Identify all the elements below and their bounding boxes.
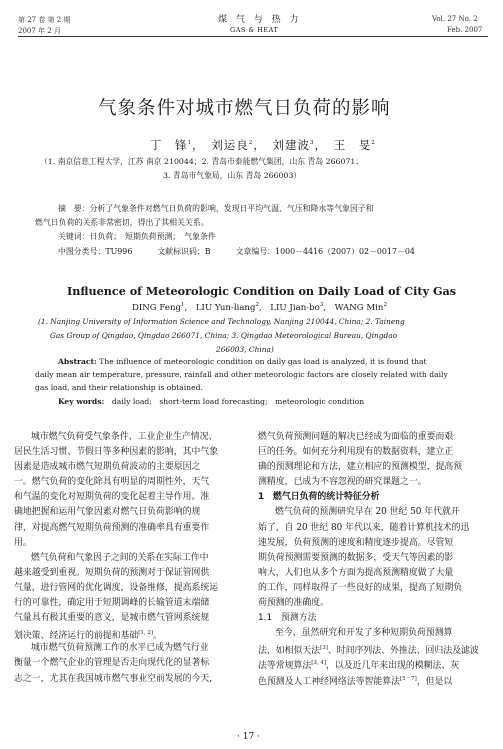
authors-cn: 丁 锋$^1$， 刘运良$^2$， 刘建波$^3$， 王 旻$^2$ [150,138,376,152]
classification-cn: 中图分类号：TU996 文献标识码：B 文章编号：1000－4416（2007）02－0017－04 [58,247,415,256]
body-left-column [14,430,240,687]
body-line: 至今，虽然研究和开发了多种短期负荷预测算 [275,628,453,639]
journal-date: 2007 年 2 月 [18,27,61,35]
title-cn: 气象条件对城市燃气日负荷的影响 [98,98,391,119]
body-line: 巨的任务。如何充分利用现有的数据资料，建立正 [258,447,454,458]
citation: [3] [320,645,328,652]
journal-name-en: GAS & HEAT [230,26,279,34]
body-line: 色预测及人工神经网络法等智能算法[5－7]，但是以 [258,675,453,687]
body-line: 划决策、经济运行的前提和基础[1, 2]。 [14,630,162,642]
body-line: 居民生活习惯、节假日等多种因素的影响，其中气象 [14,447,219,458]
abstract-en-label: Abstract: [58,357,97,366]
body-line: 荷预测的准确度。 [258,598,329,609]
body-line: 期负荷预测需要预测的数据多，受天气等因素的影 [258,552,454,563]
citation: [1, 2] [138,630,154,637]
abstract-en-line3: gas load, and their relationship is obtained. [35,383,203,392]
body-line: 始了，自 20 世纪 80 年代以来，随着计算机技术的迅 [258,522,470,533]
body-line: 确地把握和运用气象因素对燃气日负荷影响的规 [14,507,201,518]
body-line: 法等常规算法[3, 4]，以及近几年来出现的模糊法、灰 [258,660,460,672]
header-rule [18,36,488,37]
body-line: 燃气负荷的预测研究早在 20 世纪 50 年代就开 [275,507,460,518]
affiliation-en-line3: 266003, China) [216,345,274,354]
body-line: 城市燃气负荷受气象条件、工业企业生产情况、 [31,432,218,442]
body-line: 气量具有极其重要的意义，是城市燃气管网系统规 [14,613,210,624]
affiliation-cn-line2: 3. 青岛市气象局，山东 青岛 266003） [163,171,302,180]
body-line: 志之一，尤其在我国城市燃气事业空前发展的今天， [14,673,219,684]
body-line: 和气温的变化对短期负荷的变化起着主导作用。准 [14,492,210,503]
journal-name: 煤 气 与 热 力 [218,15,302,25]
body-line: 速发展，负荷预测的速度和精度逐步提高。尽管短 [258,537,454,548]
body-line: 气量，进行管网的优化调度，设备维修，提高系统运 [14,582,219,593]
body-line: 燃气负荷预测问题的解决已经成为面临的重要而艰 [258,432,454,442]
section-heading-1-1: 1.1 预测方法 [258,613,317,624]
body-line: 因素是造成城市燃气短期负荷波动的主要原因之 [14,462,201,473]
body-line: 行的可靠性，确定用于短期调峰的长输管道末端储 [14,598,210,609]
journal-date-en: Feb. 2007 [447,26,483,34]
citation: [5－7] [400,675,417,682]
page-number: · 17 · [237,732,260,742]
body-line: 测精度，已成为不容忽视的研究课题之一。 [258,477,427,488]
affiliation-en-line1: (1. Nanjing University of Information Science and Technology, Nanjing 210044, China; 2. Taineng [38,317,405,326]
body-line: 响大，人们也从多个方面为提高预测精度做了大量 [258,567,454,578]
body-line: 用。 [14,537,32,548]
body-line: 一。燃气负荷的变化除具有明显的周期性外，天气 [14,477,210,488]
authors-en: DING Feng$^1$, LIU Yun-liang$^2$, LIU Jian-$bo^3$, WANG Min$^2$ [132,302,387,313]
affiliation-en-line2: Gas Group of Qingdao, Qingdao 266071, China; 3. Qingdao Meteorological Bureau, Qingdao [50,331,398,340]
abstract-en-line1: Abstract: The influence of meteorologic condition on daily gas load is analyzed, it is found that [58,357,427,366]
affiliation-cn-line1: （1. 南京信息工程大学，江苏 南京 210044；2. 青岛市泰能燃气集团，山东 青岛 266071； [40,157,364,166]
body-line: 越来越受到重视。短期负荷的预测对于保证管网供 [14,567,210,578]
keywords-cn: 关键词：日负荷； 短期负荷预测； 气象条件 [58,232,216,241]
abstract-cn-line2: 燃气日负荷的关系非常密切，得出了其相关关系。 [35,218,209,227]
body-right-column [258,430,488,687]
abstract-cn-line1: 摘 要：分析了气象条件对燃气日负荷的影响，发现日平均气温、气压和降水等气象因子和 [58,204,374,213]
body-line: 法，如相似天法[3]、时间序列法、外推法、回归法及滤波 [258,645,479,657]
title-en: Influence of Meteorologic Condition on Daily Load of City Gas [67,284,457,298]
journal-volume-en: Vol. 27 No. 2 [432,15,478,23]
keywords-en: Key words: daily load; short-term load forecasting; meteorologic condition [58,397,365,406]
journal-volume: 第 27 卷 第 2 期 [18,16,71,24]
citation: [3, 4] [311,660,327,667]
section-heading-1: 1 燃气日负荷的统计特征分析 [258,492,380,503]
body-line: 燃气负荷和气象因子之间的关系在实际工作中 [31,552,209,563]
body-line: 律，对提高燃气短期负荷预测的准确率具有重要作 [14,522,210,533]
abstract-en-line2: daily mean air temperature, pressure, rainfall and other meteorologic factors are closely related with daily [35,370,448,379]
body-line: 确的预测理论和方法，建立相应的预测模型，提高预 [258,462,463,473]
abstract-cn-label: 摘 要： [58,204,90,213]
body-line: 衡量一个燃气企业的管理是否走向现代化的显著标 [14,658,210,669]
body-line: 城市燃气负荷预测工作的水平已成为燃气行业 [31,643,209,654]
body-line: 的工作，同样取得了一些良好的成果，提高了短期负 [258,582,463,593]
